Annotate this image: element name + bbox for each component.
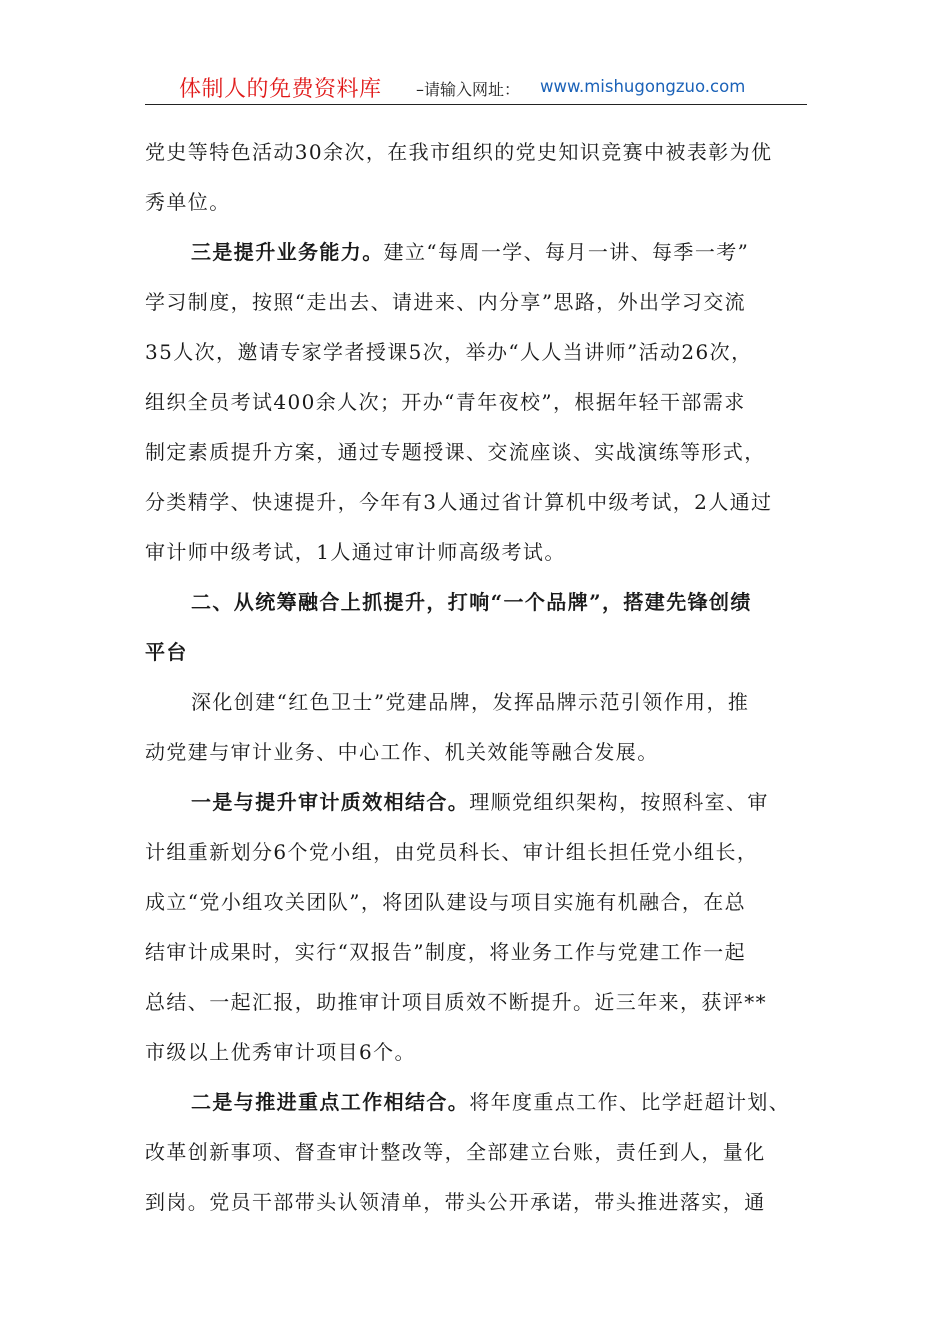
body-line: 深化创建“红色卫士”党建品牌，发挥品牌示范引领作用，推 [191, 690, 750, 714]
section-heading: 二、从统筹融合上抓提升，打响“一个品牌”，搭建先锋创绩 [191, 590, 752, 614]
header-url-link[interactable]: www.mishugongzuo.com [540, 77, 746, 96]
section-heading: 平台 [145, 640, 188, 664]
body-line: 审计师中级考试，1人通过审计师高级考试。 [145, 540, 566, 564]
body-line: 动党建与审计业务、中心工作、机关效能等融合发展。 [145, 740, 659, 764]
body-line: 二是与推进重点工作相结合。将年度重点工作、比学赶超计划、 [191, 1090, 791, 1114]
paragraph-lead: 二是与推进重点工作相结合。 [191, 1090, 470, 1114]
header-brand: 体制人的免费资料库 [179, 77, 382, 102]
body-line: 市级以上优秀审计项目6个。 [145, 1040, 416, 1064]
body-line: 一是与提升审计质效相结合。理顺党组织架构，按照科室、审 [191, 790, 769, 814]
body-line: 到岗。党员干部带头认领清单，带头公开承诺，带头推进落实，通 [145, 1190, 766, 1214]
paragraph-lead: 三是提升业务能力。 [191, 240, 384, 264]
body-line: 成立“党小组攻关团队”，将团队建设与项目实施有机融合，在总 [145, 890, 747, 914]
body-line: 组织全员考试400余人次；开办“青年夜校”，根据年轻干部需求 [145, 390, 746, 414]
page-header [145, 72, 807, 105]
body-line: 分类精学、快速提升，今年有3人通过省计算机中级考试，2人通过 [145, 490, 773, 514]
header-prompt: –请输入网址： [416, 80, 521, 99]
body-line: 总结、一起汇报，助推审计项目质效不断提升。近三年来，获评** [145, 990, 767, 1014]
body-line: 35人次，邀请专家学者授课5次，举办“人人当讲师”活动26次， [145, 340, 753, 364]
body-line: 制定素质提升方案，通过专题授课、交流座谈、实战演练等形式， [145, 440, 766, 464]
body-line: 改革创新事项、督查审计整改等，全部建立台账，责任到人，量化 [145, 1140, 766, 1164]
body-line: 党史等特色活动30余次，在我市组织的党史知识竞赛中被表彰为优 [145, 140, 773, 164]
body-line: 三是提升业务能力。建立“每周一学、每月一讲、每季一考” [191, 240, 750, 264]
body-line: 结审计成果时，实行“双报告”制度，将业务工作与党建工作一起 [145, 940, 747, 964]
paragraph-lead: 一是与提升审计质效相结合。 [191, 790, 470, 814]
body-line: 计组重新划分6个党小组，由党员科长、审计组长担任党小组长， [145, 840, 759, 864]
body-line: 学习制度，按照“走出去、请进来、内分享”思路，外出学习交流 [145, 290, 747, 314]
body-line: 秀单位。 [145, 190, 231, 214]
